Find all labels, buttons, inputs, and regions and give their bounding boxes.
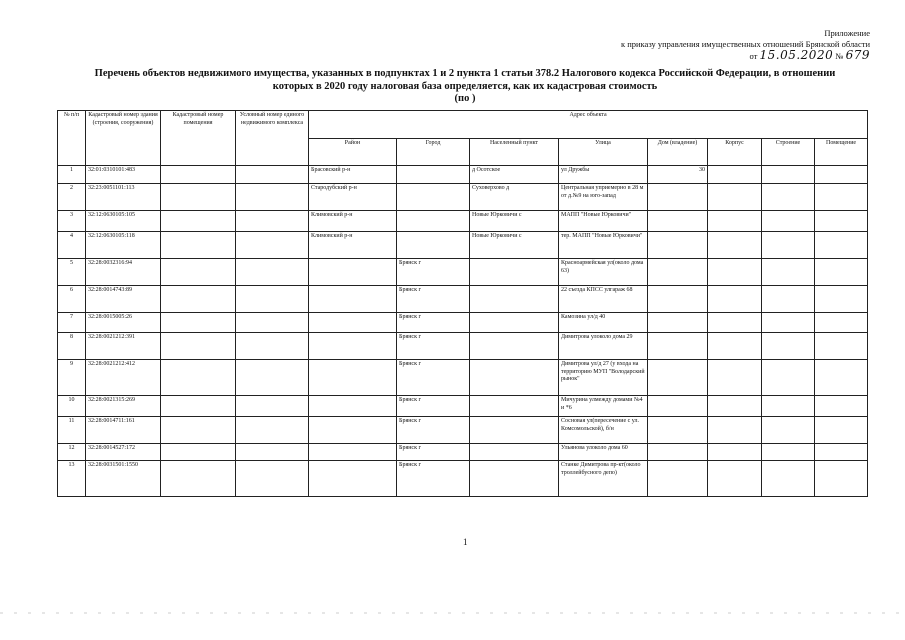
cell-street: Димитрова ул/д 27 (у входа на территорию МУП "Володарский рынок" [559, 360, 648, 396]
cell-street: Димитрова улоколо дома 29 [559, 333, 648, 360]
col-header-cad-building: Кадастровый номер здания (строения, сооружения) [86, 111, 161, 166]
cell-house [648, 313, 708, 333]
col-header-num: № п/п [58, 111, 86, 166]
cell-cad-room [161, 313, 236, 333]
cell-city [397, 166, 470, 184]
cell-settlement: д Осотское [470, 166, 559, 184]
cell-city [397, 184, 470, 211]
cell-house [648, 461, 708, 497]
cell-korpus [708, 232, 762, 259]
cell-settlement [470, 360, 559, 396]
cell-cad-building: 32:28:0032316:94 [86, 259, 161, 286]
cell-num: 4 [58, 232, 86, 259]
cell-cond-num [236, 417, 309, 444]
cell-korpus [708, 166, 762, 184]
cell-korpus [708, 444, 762, 461]
cell-cond-num [236, 184, 309, 211]
cell-pomeshchenie [815, 396, 868, 417]
order-number: 679 [845, 48, 870, 62]
appendix-block [621, 28, 870, 62]
cell-cad-room [161, 184, 236, 211]
cell-cad-room [161, 166, 236, 184]
table-row [58, 444, 868, 461]
cell-cond-num [236, 232, 309, 259]
cell-street: Мичурина улмежду домами №4 и *6 [559, 396, 648, 417]
cell-cad-building: 32:01:0310101:483 [86, 166, 161, 184]
cell-city: Брянск г [397, 396, 470, 417]
col-header-district: Район [309, 139, 397, 166]
cell-district: Климовский р-н [309, 211, 397, 232]
cell-city [397, 211, 470, 232]
table-row [58, 313, 868, 333]
cell-city: Брянск г [397, 313, 470, 333]
cell-num: 10 [58, 396, 86, 417]
cell-street: Станке Димитрова пр-кт(около троллейбусного депо) [559, 461, 648, 497]
cell-house [648, 360, 708, 396]
cell-num: 1 [58, 166, 86, 184]
cell-pomeshchenie [815, 417, 868, 444]
cell-cad-room [161, 360, 236, 396]
cell-city: Брянск г [397, 444, 470, 461]
cell-pomeshchenie [815, 360, 868, 396]
cell-korpus [708, 259, 762, 286]
cell-stroenie [762, 232, 815, 259]
cell-korpus [708, 313, 762, 333]
cell-house: 30 [648, 166, 708, 184]
cell-district [309, 259, 397, 286]
cell-cad-room [161, 333, 236, 360]
cell-settlement: Новые Юрковичи с [470, 211, 559, 232]
table-row [58, 166, 868, 184]
cell-cad-building: 32:28:0014743:89 [86, 286, 161, 313]
cell-num: 11 [58, 417, 86, 444]
cell-num: 13 [58, 461, 86, 497]
cell-num: 3 [58, 211, 86, 232]
cell-korpus [708, 286, 762, 313]
cell-district [309, 461, 397, 497]
cell-district: Брасовский р-н [309, 166, 397, 184]
cell-settlement [470, 286, 559, 313]
cell-district [309, 333, 397, 360]
cell-cond-num [236, 286, 309, 313]
cell-house [648, 184, 708, 211]
cell-stroenie [762, 259, 815, 286]
cell-settlement [470, 444, 559, 461]
cell-house [648, 286, 708, 313]
cell-pomeshchenie [815, 333, 868, 360]
table-row [58, 461, 868, 497]
cell-cond-num [236, 333, 309, 360]
cell-pomeshchenie [815, 232, 868, 259]
cell-cad-building: 32:28:0021315:269 [86, 396, 161, 417]
title-line-3: (по ) [454, 93, 476, 104]
table-row [58, 232, 868, 259]
document-title [30, 68, 900, 106]
cell-cad-building: 32:28:0031501:1550 [86, 461, 161, 497]
cell-district [309, 286, 397, 313]
col-header-stroenie: Строение [762, 139, 815, 166]
cell-district [309, 396, 397, 417]
cell-cad-building: 32:28:0021212:391 [86, 333, 161, 360]
col-header-cad-room: Кадастровый номер помещения [161, 111, 236, 166]
cell-stroenie [762, 417, 815, 444]
property-table [57, 110, 868, 497]
cell-city: Брянск г [397, 417, 470, 444]
cell-cond-num [236, 360, 309, 396]
cell-settlement [470, 313, 559, 333]
cell-house [648, 417, 708, 444]
cell-street: Сосновая ул(пересечение с ул. Комсомольской), б/н [559, 417, 648, 444]
order-date-line [621, 50, 870, 62]
cell-house [648, 396, 708, 417]
cell-stroenie [762, 184, 815, 211]
col-header-city: Город [397, 139, 470, 166]
order-date: 15.05.2020 [759, 48, 834, 62]
number-prefix: № [835, 51, 844, 61]
cell-pomeshchenie [815, 313, 868, 333]
cell-cad-building: 32:12:0630105:118 [86, 232, 161, 259]
cell-settlement [470, 461, 559, 497]
cell-cad-room [161, 211, 236, 232]
cell-pomeshchenie [815, 444, 868, 461]
col-header-korpus: Корпус [708, 139, 762, 166]
cell-cond-num [236, 259, 309, 286]
col-header-house: Дом (владение) [648, 139, 708, 166]
cell-stroenie [762, 286, 815, 313]
appendix-label: Приложение [824, 28, 870, 38]
cell-num: 12 [58, 444, 86, 461]
cell-street: Камозина ул/д 40 [559, 313, 648, 333]
table-row [58, 396, 868, 417]
cell-cond-num [236, 211, 309, 232]
cell-city: Брянск г [397, 259, 470, 286]
cell-street: МАПП "Новые Юрковичи" [559, 211, 648, 232]
cell-cad-room [161, 461, 236, 497]
cell-stroenie [762, 444, 815, 461]
table-row [58, 286, 868, 313]
cell-korpus [708, 360, 762, 396]
cell-cond-num [236, 166, 309, 184]
cell-num: 6 [58, 286, 86, 313]
cell-num: 5 [58, 259, 86, 286]
cell-settlement [470, 417, 559, 444]
cell-district: Стародубский р-н [309, 184, 397, 211]
cell-city: Брянск г [397, 360, 470, 396]
cell-cond-num [236, 313, 309, 333]
cell-pomeshchenie [815, 286, 868, 313]
cell-cad-building: 32:28:0014711:161 [86, 417, 161, 444]
cell-city: Брянск г [397, 461, 470, 497]
cell-cad-room [161, 417, 236, 444]
cell-cad-building: 32:28:0021212:412 [86, 360, 161, 396]
cell-house [648, 211, 708, 232]
cell-cad-room [161, 232, 236, 259]
cell-street: ул Дружбы [559, 166, 648, 184]
cell-cad-room [161, 259, 236, 286]
cell-city: Брянск г [397, 286, 470, 313]
cell-korpus [708, 184, 762, 211]
cell-stroenie [762, 360, 815, 396]
cell-district [309, 417, 397, 444]
col-header-pomeshchenie: Помещение [815, 139, 868, 166]
col-header-address: Адрес объекта [309, 111, 868, 139]
col-header-cond-num: Условный номер единого недвижимого комплекса [236, 111, 309, 166]
cell-house [648, 444, 708, 461]
cell-cad-building: 32:12:0630105:105 [86, 211, 161, 232]
cell-cad-room [161, 444, 236, 461]
cell-cad-building: 32:28:0015005:26 [86, 313, 161, 333]
date-prefix: от [749, 51, 758, 61]
cell-district [309, 444, 397, 461]
title-line-1: Перечень объектов недвижимого имущества, указанных в подпунктах 1 и 2 пункта 1 статьи 378.2 Налогового кодекса Российской Федерации, в отношении [94, 68, 836, 79]
col-header-settlement: Населенный пункт [470, 139, 559, 166]
cell-num: 9 [58, 360, 86, 396]
cell-pomeshchenie [815, 184, 868, 211]
cell-stroenie [762, 166, 815, 184]
cell-pomeshchenie [815, 166, 868, 184]
order-reference: к приказу управления имущественных отношений Брянской области [620, 39, 870, 49]
cell-street: тер. МАПП "Новые Юрковичи" [559, 232, 648, 259]
table-body [58, 166, 868, 497]
cell-stroenie [762, 211, 815, 232]
table-row [58, 360, 868, 396]
cell-pomeshchenie [815, 461, 868, 497]
cell-street: Ульянова улоколо дома 60 [559, 444, 648, 461]
cell-num: 8 [58, 333, 86, 360]
cell-district: Климовский р-н [309, 232, 397, 259]
title-line-2: которых в 2020 году налоговая база определяется, как их кадастровая стоимость [272, 80, 658, 92]
cell-pomeshchenie [815, 211, 868, 232]
cell-street: Красноармейская ул(около дома 63) [559, 259, 648, 286]
cell-stroenie [762, 396, 815, 417]
cell-stroenie [762, 461, 815, 497]
cell-cad-room [161, 286, 236, 313]
cell-num: 2 [58, 184, 86, 211]
cell-settlement [470, 396, 559, 417]
cell-cond-num [236, 396, 309, 417]
cell-stroenie [762, 333, 815, 360]
cell-num: 7 [58, 313, 86, 333]
cell-house [648, 259, 708, 286]
table-row [58, 333, 868, 360]
cell-city [397, 232, 470, 259]
cell-settlement [470, 333, 559, 360]
table-row [58, 211, 868, 232]
scan-artifact [0, 612, 905, 614]
cell-house [648, 232, 708, 259]
col-header-street: Улица [559, 139, 648, 166]
cell-cad-building: 32:23:0051101:113 [86, 184, 161, 211]
cell-house [648, 333, 708, 360]
cell-korpus [708, 211, 762, 232]
cell-street: Центральная уприемерно в 28 м от д.№9 на юго-запад [559, 184, 648, 211]
cell-cond-num [236, 461, 309, 497]
cell-stroenie [762, 313, 815, 333]
cell-korpus [708, 417, 762, 444]
table-row [58, 417, 868, 444]
table-row [58, 184, 868, 211]
cell-district [309, 360, 397, 396]
cell-district [309, 313, 397, 333]
cell-pomeshchenie [815, 259, 868, 286]
cell-cad-room [161, 396, 236, 417]
cell-cad-building: 32:28:0014527:172 [86, 444, 161, 461]
cell-korpus [708, 333, 762, 360]
cell-street: 22 съезда КПСС улгараж 68 [559, 286, 648, 313]
cell-cond-num [236, 444, 309, 461]
cell-settlement: Суховерхово д [470, 184, 559, 211]
page-number: 1 [463, 537, 468, 547]
cell-korpus [708, 461, 762, 497]
cell-settlement: Новые Юрковичи с [470, 232, 559, 259]
cell-city: Брянск г [397, 333, 470, 360]
table-row [58, 259, 868, 286]
cell-korpus [708, 396, 762, 417]
cell-settlement [470, 259, 559, 286]
